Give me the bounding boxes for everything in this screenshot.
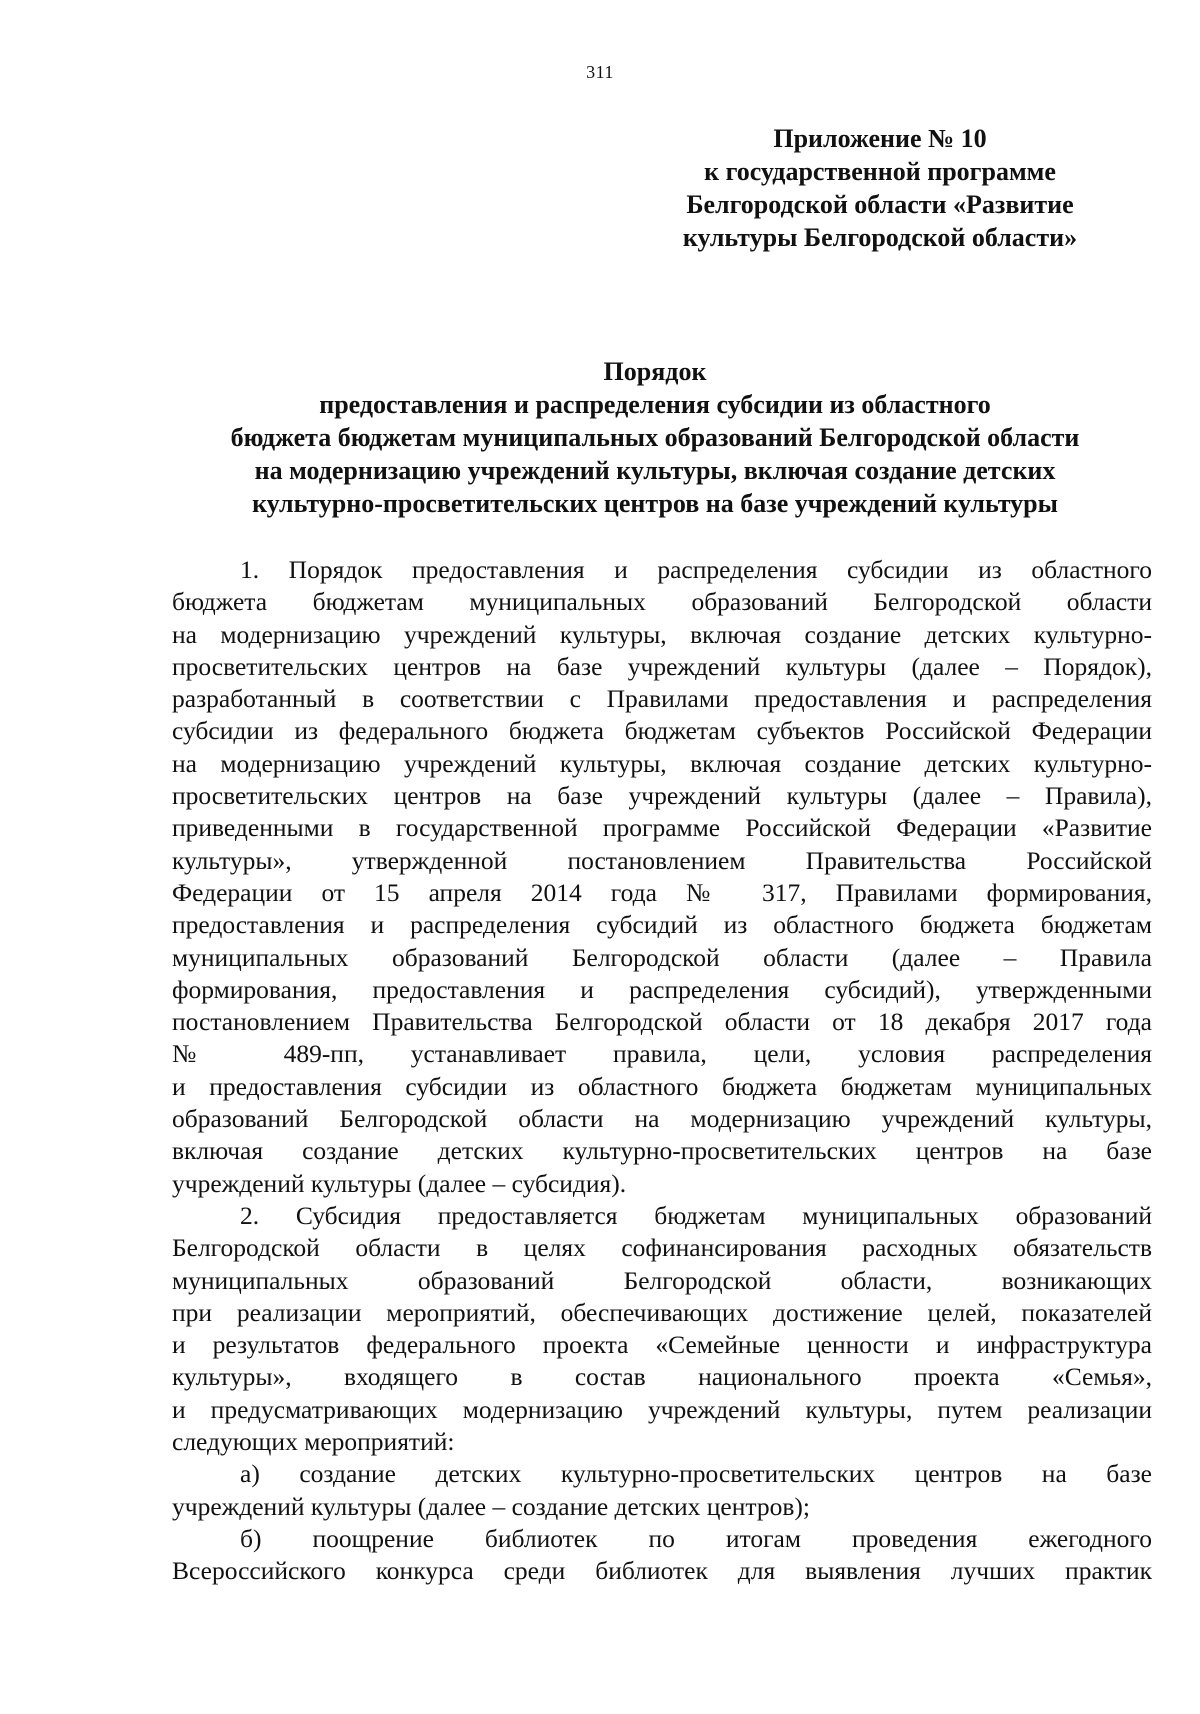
title-line: предоставления и распределения субсидии из областного xyxy=(319,390,991,419)
page-number: 311 xyxy=(586,62,614,82)
body-line: разработанный в соответствии с Правилами предоставления и распределения xyxy=(172,684,1152,714)
body-line: образований Белгородской области на модернизацию учреждений культуры, xyxy=(172,1104,1152,1134)
title-line: на модернизацию учреждений культуры, включая создание детских xyxy=(254,456,1056,485)
document-title xyxy=(150,355,1160,520)
body-line: учреждений культуры (далее – субсидия). xyxy=(172,1168,627,1198)
body-line: и результатов федерального проекта «Семейные ценности и инфраструктура xyxy=(172,1330,1152,1360)
title-line: Порядок xyxy=(603,357,707,386)
appendix-line: Приложение № 10 xyxy=(773,124,987,153)
body-line: на модернизацию учреждений культуры, включая создание детских культурно- xyxy=(172,748,1152,778)
body-line: постановлением Правительства Белгородской области от 18 декабря 2017 года xyxy=(172,1007,1152,1037)
body-line: 1. Порядок предоставления и распределения субсидии из областного xyxy=(240,555,1152,584)
appendix-line: Белгородской области «Развитие xyxy=(686,190,1074,219)
body-line: при реализации мероприятий, обеспечивающих достижение целей, показателей xyxy=(172,1297,1152,1327)
body-line: № 489-пп, устанавливает правила, цели, условия распределения xyxy=(172,1039,1152,1069)
body-line: Всероссийского конкурса среди библиотек для выявления лучших практик xyxy=(172,1556,1152,1586)
body-line: и предусматривающих модернизацию учреждений культуры, путем реализации xyxy=(172,1394,1152,1424)
body-line: муниципальных образований Белгородской области, возникающих xyxy=(172,1265,1152,1295)
body-line: формирования, предоставления и распределения субсидий), утвержденными xyxy=(172,974,1152,1004)
body-line: просветительских центров на базе учреждений культуры (далее – Порядок), xyxy=(172,651,1152,681)
body-line: Федерации от 15 апреля 2014 года № 317, Правилами формирования, xyxy=(172,877,1152,907)
appendix-line: культуры Белгородской области» xyxy=(682,223,1078,252)
body-line: на модернизацию учреждений культуры, включая создание детских культурно- xyxy=(172,619,1152,649)
body-line: а) создание детских культурно-просветительских центров на базе xyxy=(240,1459,1152,1489)
body-line: 2. Субсидия предоставляется бюджетам муниципальных образований xyxy=(240,1200,1152,1230)
body-line: следующих мероприятий: xyxy=(172,1427,455,1457)
body-line: бюджета бюджетам муниципальных образований Белгородской области xyxy=(172,587,1152,617)
body-line: и предоставления субсидии из областного бюджета бюджетам муниципальных xyxy=(172,1071,1152,1101)
body-line: муниципальных образований Белгородской области (далее – Правила xyxy=(172,942,1152,972)
title-line: культурно-просветительских центров на базе учреждений культуры xyxy=(252,489,1058,518)
body-line: культуры», входящего в состав национального проекта «Семья», xyxy=(172,1362,1152,1392)
body-line: учреждений культуры (далее – создание детских центров); xyxy=(172,1491,810,1521)
appendix-line: к государственной программе xyxy=(704,157,1056,186)
body-line: Белгородской области в целях софинансирования расходных обязательств xyxy=(172,1233,1152,1263)
title-line: бюджета бюджетам муниципальных образований Белгородской области xyxy=(230,423,1080,452)
body-line: включая создание детских культурно-просветительских центров на базе xyxy=(172,1136,1152,1166)
body-line: просветительских центров на базе учреждений культуры (далее – Правила), xyxy=(172,781,1152,811)
body-text xyxy=(172,554,1152,1588)
body-line: б) поощрение библиотек по итогам проведения ежегодного xyxy=(240,1523,1152,1553)
body-line: предоставления и распределения субсидий из областного бюджета бюджетам xyxy=(172,910,1152,940)
appendix-block xyxy=(600,122,1160,254)
body-line: культуры», утвержденной постановлением Правительства Российской xyxy=(172,845,1152,875)
body-line: субсидии из федерального бюджета бюджетам субъектов Российской Федерации xyxy=(172,716,1152,746)
body-line: приведенными в государственной программе Российской Федерации «Развитие xyxy=(172,813,1152,843)
